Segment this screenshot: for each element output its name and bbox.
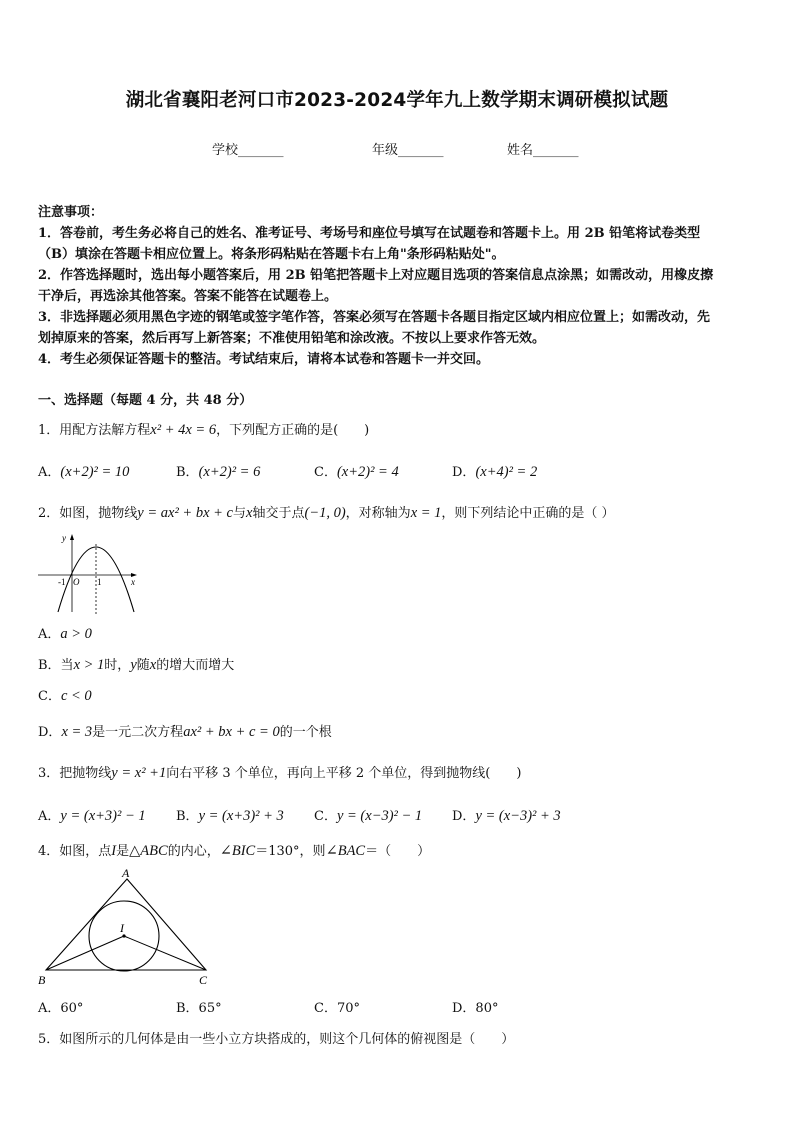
triangle-incircle-figure [34, 864, 214, 990]
name-field: 姓名_______ [507, 143, 579, 158]
q4-text: 如图，点 [59, 844, 112, 859]
question-4 [38, 841, 430, 862]
note-line: 2．作答选择题时，选出每小题答案后，用 2B 铅笔把答题卡上对应题目选项的答案信息点涂黑；如需改动，用橡皮擦 [38, 268, 714, 283]
question-3 [38, 763, 521, 784]
q1-equation: x² + 4x = 6 [150, 422, 217, 438]
fig-x-label: x [131, 577, 135, 587]
section-heading: 一、选择题（每题 4 分，共 48 分） [38, 393, 253, 408]
q1-option-b[interactable]: B．(x+2)² = 6 [176, 464, 261, 480]
q5-text: 如图所示的几何体是由一些小立方块搭成的，则这个几何体的俯视图是（ ） [59, 1032, 515, 1047]
q4-option-b[interactable]: B．65° [176, 1001, 222, 1016]
q4-text-end: ＝（ ） [365, 844, 431, 859]
vertex-b-label: B [38, 973, 46, 987]
q2-point: (−1, 0) [304, 505, 346, 521]
question-2 [38, 503, 615, 524]
q1-option-c[interactable]: C．(x+2)² = 4 [314, 464, 399, 480]
q4-option-a[interactable]: A．60° [38, 1001, 84, 1016]
q4-angle: ∠BIC [219, 843, 256, 859]
q2-option-a[interactable]: A．a > 0 [38, 626, 92, 642]
q3-option-b[interactable]: B．y = (x+3)² + 3 [176, 808, 284, 824]
q4-option-c[interactable]: C．70° [314, 1001, 360, 1016]
q2-text: 轴交于点 [252, 506, 305, 521]
q2-option-b[interactable]: B．当x > 1时，y随x的增大而增大 [38, 657, 235, 673]
q2-text: 如图，抛物线 [59, 506, 138, 521]
q2-equation: y = ax² + bx + c [137, 505, 233, 521]
vertex-a-label: A [122, 866, 130, 880]
q1-option-d[interactable]: D．(x+4)² = 2 [452, 464, 538, 480]
parabola-figure [36, 532, 140, 614]
q4-triangle: △ABC [129, 843, 168, 859]
note-line: 划掉原来的答案，然后再写上新答案；不准使用铅笔和涂改液。不按以上要求作答无效。 [38, 331, 546, 346]
q2-number: 2． [38, 506, 60, 521]
note-line: 4．考生必须保证答题卡的整洁。考试结束后，请将本试卷和答题卡一并交回。 [38, 352, 490, 367]
page-title: 湖北省襄阳老河口市2023-2024学年九上数学期末调研模拟试题 [125, 90, 669, 111]
q2-axis: x = 1 [410, 505, 442, 521]
q3-text: 把抛物线 [59, 766, 112, 781]
q4-number: 4． [38, 844, 60, 859]
q3-text-end: 向右平移 3 个单位，再向上平移 2 个单位，得到抛物线( ) [166, 766, 522, 781]
fig-1-label: 1 [97, 577, 102, 587]
q3-equation: y = x² +1 [111, 765, 167, 781]
q4-text: 的内心， [167, 844, 220, 859]
note-line: 3．非选择题必须用黑色字迹的钢笔或签字笔作答，答案必须写在答题卡各题目指定区域内相应位置上；如需改动，先 [38, 310, 711, 325]
q1-text-end: ，下列配方正确的是( ) [216, 423, 370, 438]
q4-text: ＝130°，则 [255, 844, 326, 859]
q5-number: 5． [38, 1032, 60, 1047]
notes-heading: 注意事项： [38, 205, 104, 220]
note-line: 1．答卷前，考生务必将自己的姓名、准考证号、考场号和座位号填写在试题卷和答题卡上。用 2B 铅笔将试卷类型 [38, 226, 701, 241]
question-5 [38, 1029, 514, 1050]
note-line: 干净后，再选涂其他答案。答案不能答在试题卷上。 [38, 289, 338, 304]
q3-option-c[interactable]: C．y = (x−3)² − 1 [314, 808, 423, 824]
q4-angle: ∠BAC [325, 843, 366, 859]
q2-text: 与 [233, 506, 247, 521]
vertex-c-label: C [199, 973, 208, 987]
q1-text: 用配方法解方程 [59, 423, 151, 438]
q2-text-end: ，则下列结论中正确的是（ ） [441, 506, 615, 521]
q2-option-d[interactable]: D．x = 3是一元二次方程ax² + bx + c = 0的一个根 [38, 724, 332, 740]
fig-y-label: y [62, 533, 66, 543]
q3-option-a[interactable]: A．y = (x+3)² − 1 [38, 808, 146, 824]
q3-option-d[interactable]: D．y = (x−3)² + 3 [452, 808, 561, 824]
q1-option-a[interactable]: A．(x+2)² = 10 [38, 464, 130, 480]
school-field: 学校_______ [212, 143, 284, 158]
note-line: （B）填涂在答题卡相应位置上。将条形码粘贴在答题卡右上角"条形码粘贴处"。 [38, 247, 505, 262]
q4-var: I [111, 843, 117, 859]
q2-text: ，对称轴为 [345, 506, 411, 521]
incenter-label: I [120, 921, 124, 935]
q1-number: 1． [38, 423, 60, 438]
q2-var: x [246, 505, 253, 521]
grade-field: 年级_______ [372, 143, 444, 158]
question-1 [38, 420, 369, 441]
fig-neg1-label: -1 [58, 577, 66, 587]
q3-number: 3． [38, 766, 60, 781]
q4-text: 是 [116, 844, 130, 859]
fig-origin-label: O [73, 577, 80, 587]
q4-option-d[interactable]: D．80° [452, 1001, 499, 1016]
q2-option-c[interactable]: C．c < 0 [38, 688, 92, 704]
